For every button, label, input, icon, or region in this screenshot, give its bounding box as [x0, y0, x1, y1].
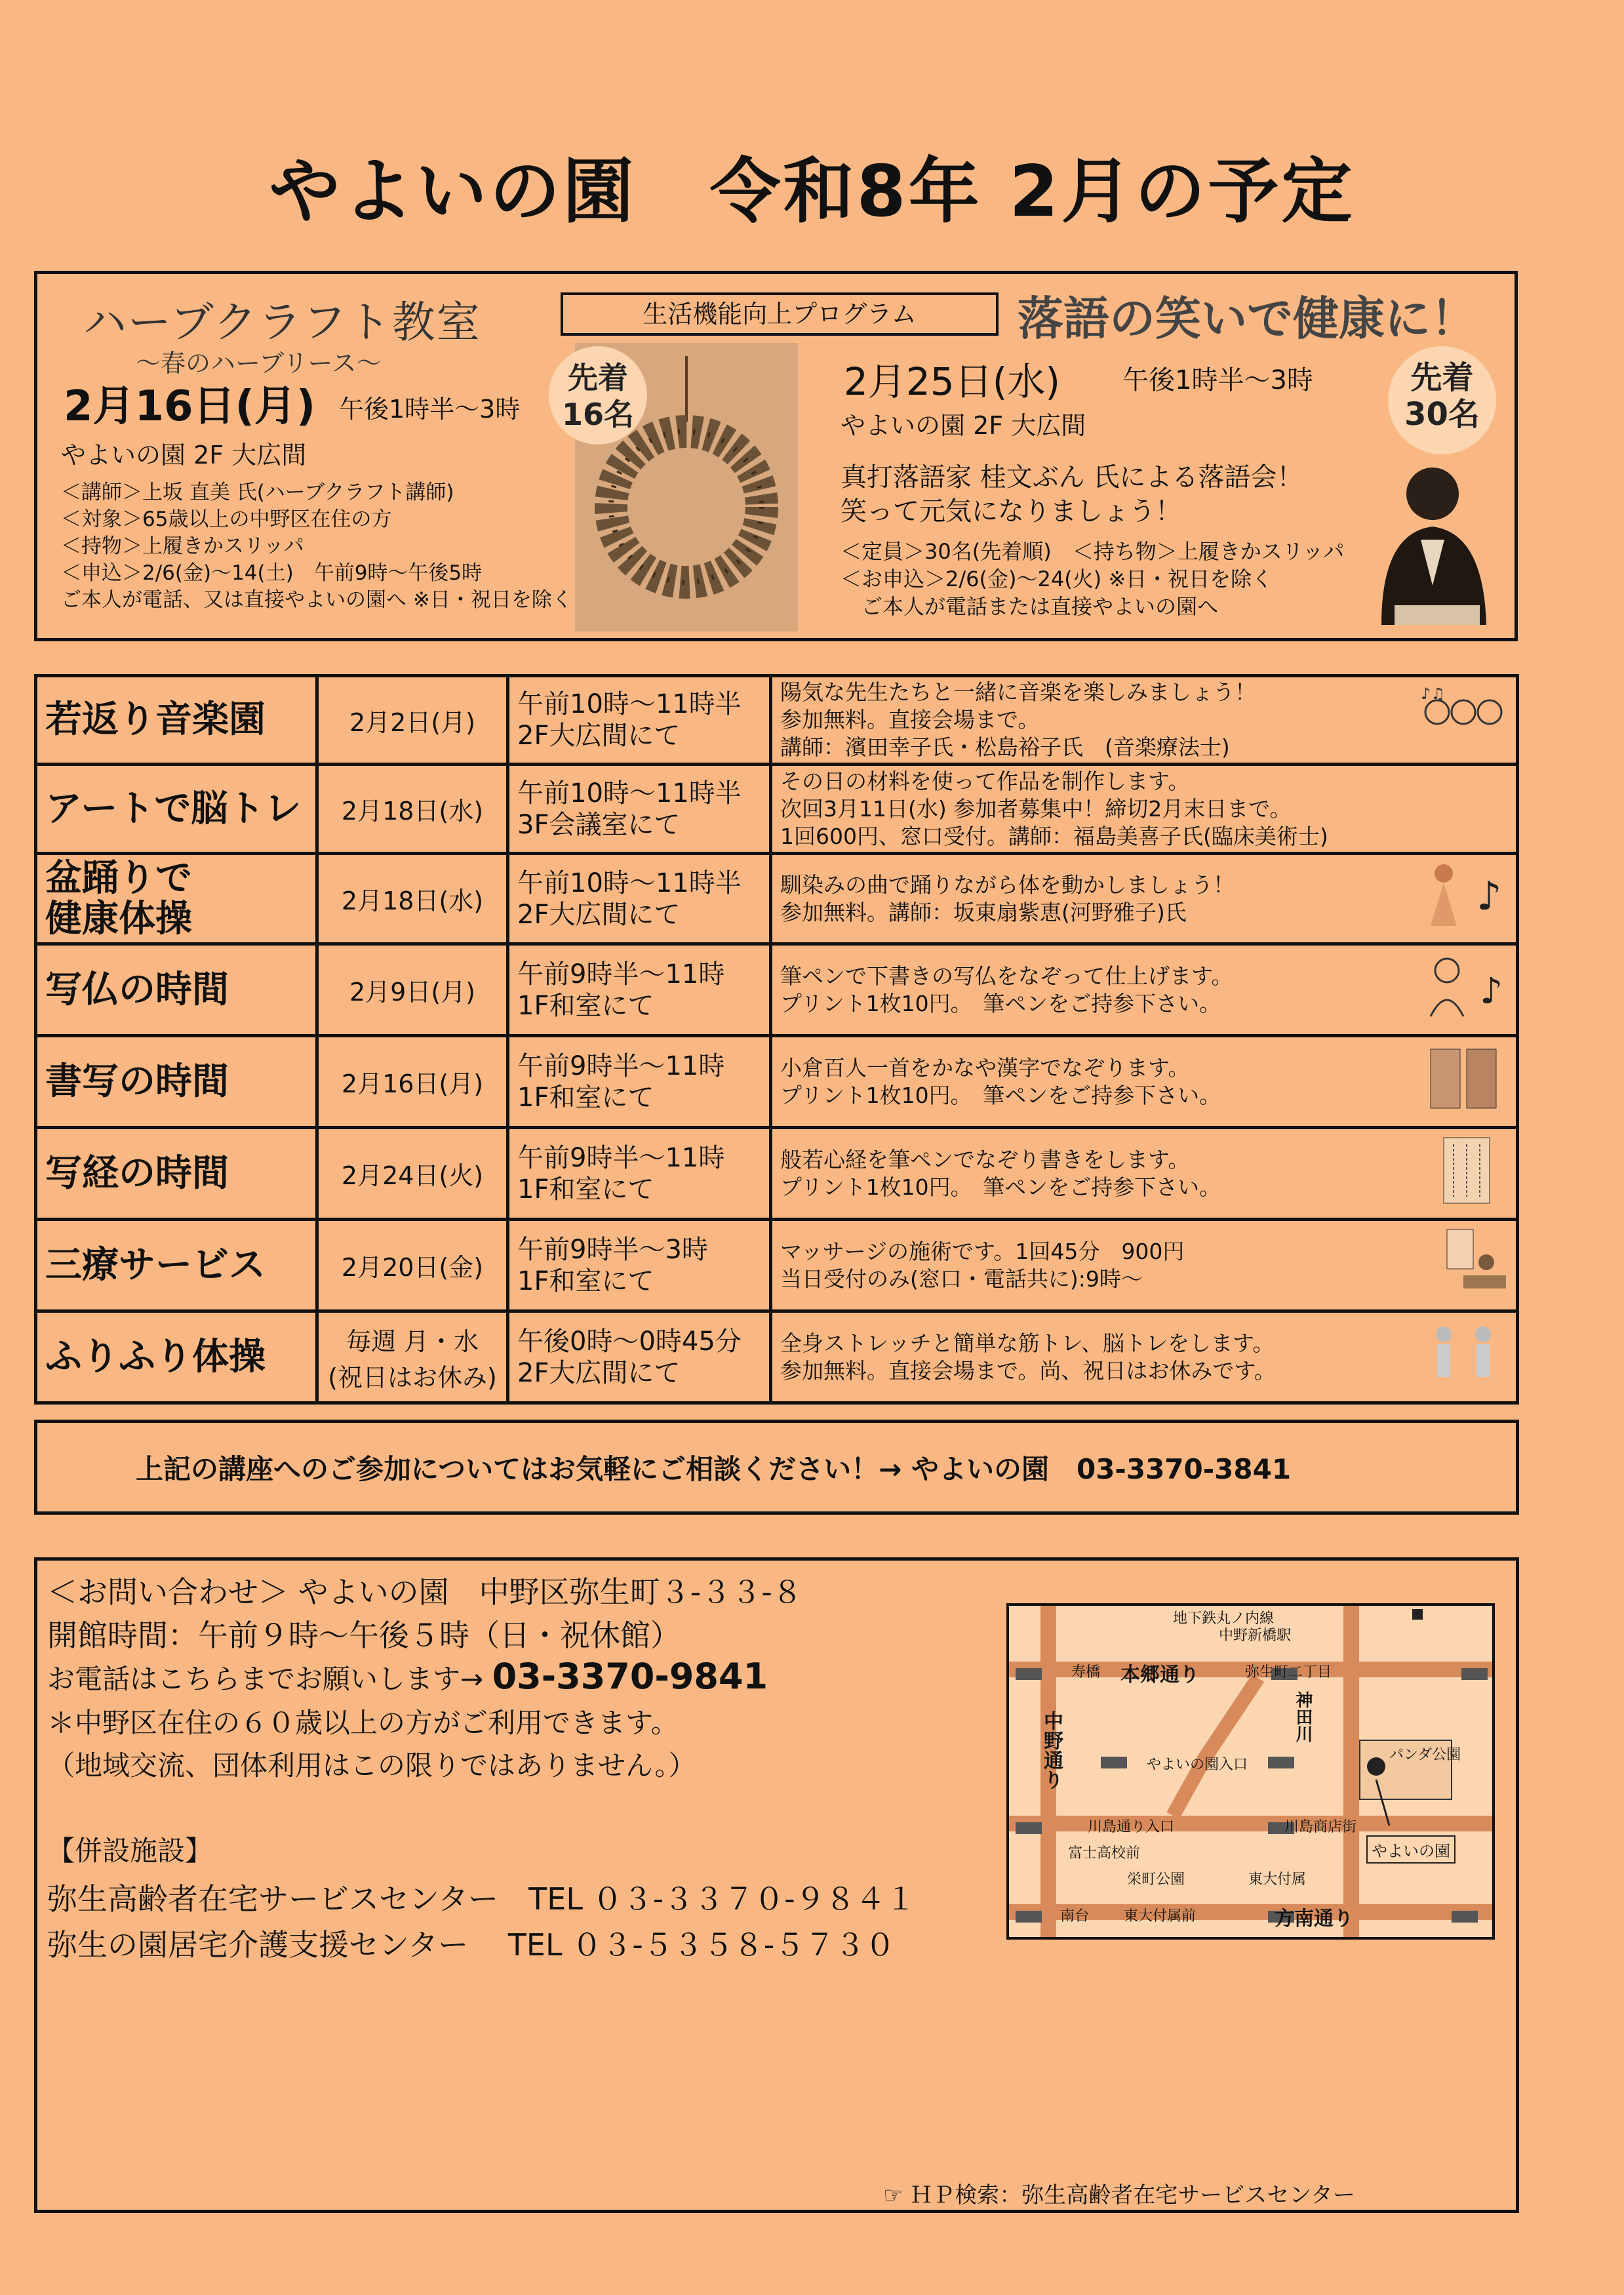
phone-row: [47, 1656, 768, 1697]
rakugo-title: 落語の笑いで健康に！: [1018, 292, 1476, 346]
map-label-yayoi2: 弥生町二丁目: [1245, 1664, 1332, 1681]
map-label-sakae: 栄町公園: [1127, 1871, 1185, 1888]
contact-note: 上記の講座へのご参加についてはお気軽にご相談ください！→ やよいの園 03-3370-3841: [34, 1420, 1519, 1515]
course-date-line: 毎週 月・水: [346, 1327, 479, 1356]
rakugo-note: ご本人が電話または直接やよいの園へ: [841, 594, 1219, 619]
course-time-place: 1F和室にて: [517, 1266, 654, 1296]
herb-note: ご本人が電話、又は直接やよいの園へ ※日・祝日を除く: [61, 588, 572, 612]
map-label-kawashima-ent: 川島通り入口: [1088, 1819, 1175, 1835]
desc-line: プリント1枚10円。 筆ペンをご持参下さい。: [780, 1174, 1221, 1200]
table-row: [36, 854, 1518, 944]
desc-line: 陽気な先生たちと一緒に音楽を楽しみましょう！: [780, 679, 1256, 705]
course-name-line: 盆踊りで: [45, 856, 192, 900]
poet-cards-icon: [1417, 1043, 1509, 1115]
course-time: [508, 944, 771, 1036]
desc-line: 全身ストレッチと簡単な筋トレ、脳トレをします。: [780, 1330, 1275, 1356]
course-name: 書写の時間: [36, 1036, 317, 1128]
map-label-hounan: 方南通り: [1275, 1907, 1353, 1930]
course-description: [771, 676, 1518, 765]
table-row: [36, 1128, 1518, 1220]
hp-search-text: ＨＰ検索：弥生高齢者在宅サービスセンター: [910, 2182, 1355, 2208]
course-description: [771, 765, 1518, 854]
desc-line: 参加無料。直接会場まで。尚、祝日はお休みです。: [780, 1357, 1276, 1384]
eligibility-note: ＊中野区在住の６０歳以上の方がご利用できます。: [47, 1707, 679, 1739]
rakugo-description-2: 笑って元気になりましょう！: [841, 496, 1181, 527]
exception-note: （地域交流、団体利用はこの限りではありません。）: [47, 1749, 696, 1782]
course-name: ふりふり体操: [36, 1311, 317, 1403]
course-name: 三療サービス: [36, 1220, 317, 1311]
map-label-hongo: 本郷通り: [1120, 1664, 1199, 1686]
rakugo-capacity: ＜定員＞30名(先着順) ＜持ち物＞上履きかスリッパ: [841, 539, 1345, 564]
course-date: 2月9日(月): [317, 944, 508, 1036]
course-time-hours: 午前9時半～11時: [517, 1142, 725, 1173]
facility-2: 弥生の園居宅介護支援センター TEL ０３-５３５８-５７３０: [47, 1927, 896, 1963]
phone-number: 03-3370-9841: [492, 1656, 768, 1697]
map-label-todaimae: 東大付属前: [1124, 1908, 1197, 1925]
course-description: [771, 854, 1518, 944]
inquiry-box: [34, 1557, 1519, 2213]
program-label: 生活機能向上プログラム: [561, 292, 999, 336]
map-label-minamidai: 南台: [1060, 1908, 1090, 1925]
course-date: 2月18日(水): [317, 765, 508, 854]
rakugo-application: ＜お申込＞2/6(金)～24(火) ※日・祝日を除く: [841, 567, 1273, 591]
inquiry-heading: ＜お問い合わせ＞ やよいの園 中野区弥生町３-３３-８: [47, 1574, 802, 1610]
course-time-hours: 午前9時半～11時: [517, 959, 725, 989]
course-time-hours: 午前9時半～11時: [517, 1050, 725, 1081]
herb-capacity-badge: [549, 346, 647, 445]
table-row: [36, 1036, 1518, 1128]
rakugo-place: やよいの園 2F 大広間: [841, 411, 1086, 440]
course-time-hours: 午前9時半～3時: [517, 1234, 708, 1265]
course-time-hours: 午後0時～0時45分: [517, 1326, 742, 1357]
course-date: 2月20日(金): [317, 1220, 508, 1311]
course-time-place: 1F和室にて: [517, 990, 654, 1021]
map-station-line: 地下鉄丸ノ内線: [1173, 1610, 1275, 1627]
svg-text:♪: ♪: [1480, 970, 1503, 1012]
course-description: [771, 1220, 1518, 1311]
map-label-todai: 東大付属: [1248, 1871, 1307, 1888]
course-time: [508, 1036, 771, 1128]
desc-line: 筆ペンで下書きの写仏をなぞって仕上げます。: [780, 963, 1233, 989]
desc-line: プリント1枚10円。 筆ペンをご持参下さい。: [780, 1082, 1221, 1108]
rakugo-badge-label: 先着: [1410, 359, 1474, 396]
course-time: [508, 1128, 771, 1220]
table-row: [36, 1311, 1518, 1403]
svg-text:♪♫: ♪♫: [1421, 685, 1445, 703]
massage-icon: [1417, 1226, 1509, 1298]
desc-line: 般若心経を筆ペンでなぞり書きをします。: [780, 1146, 1190, 1172]
desc-line: 参加無料。直接会場まで。: [780, 707, 1040, 732]
desc-line: 馴染みの曲で踊りながら体を動かしましょう！: [780, 871, 1235, 898]
rakugo-performer-icon: [1355, 454, 1506, 631]
course-time: [508, 854, 771, 944]
buddha-drawing-icon: [1417, 951, 1509, 1023]
course-date-line: (祝日はお休み): [328, 1363, 497, 1392]
svg-text:♪: ♪: [1476, 873, 1502, 919]
map-station: 中野新橋駅: [1219, 1627, 1292, 1644]
course-name: 写経の時間: [36, 1128, 317, 1220]
sutra-icon: [1417, 1134, 1509, 1207]
course-time-place: 2F大広間にて: [517, 899, 681, 930]
table-row: [36, 944, 1518, 1036]
map-label-kanda: 神田川: [1293, 1691, 1313, 1742]
course-time: [508, 676, 771, 765]
course-date: 2月24日(火): [317, 1128, 508, 1220]
course-description: [771, 944, 1518, 1036]
table-row: [36, 765, 1518, 854]
desc-line: 1回600円、窓口受付。講師：福島美喜子氏(臨床美術士): [780, 823, 1328, 849]
herb-belongings: ＜持物＞上履きかスリッパ: [61, 534, 304, 558]
desc-line: 次回3月11日(水) 参加者募集中！締切2月末日まで。: [780, 795, 1292, 822]
course-time-place: 2F大広間にて: [517, 721, 681, 751]
desc-line: 参加無料。講師：坂東扇紫恵(河野雅子)氏: [780, 899, 1187, 925]
course-description: [771, 1128, 1518, 1220]
desc-line: 講師：濱田幸子氏・松島裕子氏 (音楽療法士): [780, 734, 1230, 760]
herb-badge-count: 16名: [561, 397, 634, 432]
course-time: [508, 1311, 771, 1403]
course-time-hours: 午前10時～11時半: [517, 689, 742, 719]
rakugo-description: 真打落語家 桂文ぶん 氏による落語会！: [841, 462, 1303, 492]
course-date: [317, 1311, 508, 1403]
singers-icon: [1417, 683, 1509, 755]
course-time-place: 3F会議室にて: [517, 809, 681, 840]
herb-class-date: 2月16日(月): [64, 382, 316, 431]
table-row: [36, 1220, 1518, 1311]
access-map: [1006, 1603, 1495, 1940]
course-name: 若返り音楽園: [36, 676, 317, 765]
course-name: 写仏の時間: [36, 944, 317, 1036]
rakugo-capacity-badge: [1388, 346, 1496, 454]
exercise-icon: [1417, 1318, 1509, 1390]
pointing-hand-icon: ☞: [883, 2182, 903, 2208]
dancer-icon: [1417, 860, 1509, 932]
course-description: [771, 1311, 1518, 1403]
course-time-hours: 午前10時～11時半: [517, 778, 742, 808]
herb-lecturer: ＜講師＞上坂 直美 氏(ハーブクラフト講師): [61, 481, 454, 504]
hp-search: [883, 2177, 1355, 2209]
course-time: [508, 1220, 771, 1311]
course-time-place: 2F大広間にて: [517, 1357, 681, 1388]
table-row: [36, 676, 1518, 765]
desc-line: プリント1枚10円。 筆ペンをご持参下さい。: [780, 990, 1221, 1016]
featured-events-box: [34, 271, 1518, 641]
herb-class-place: やよいの園 2F 大広間: [61, 441, 307, 469]
course-name-line: 健康体操: [45, 897, 192, 940]
course-time-place: 1F和室にて: [517, 1174, 654, 1205]
facility-1: 弥生高齢者在宅サービスセンター TEL ０３-３３７０-９８４１: [47, 1881, 916, 1917]
facilities-heading: 【併設施設】: [47, 1835, 213, 1867]
page-title: やよいの園 令和8年 2月の予定: [269, 151, 1355, 233]
map-label-kawashima-st: 川島商店街: [1284, 1819, 1357, 1835]
map-label-fuji: 富士高校前: [1068, 1845, 1141, 1862]
desc-line: マッサージの施術です。1回45分 900円: [780, 1238, 1185, 1264]
course-date: 2月16日(月): [317, 1036, 508, 1128]
course-time-place: 1F和室にて: [517, 1082, 654, 1113]
desc-line: 当日受付のみ(窓口・電話共に):9時～: [780, 1266, 1143, 1292]
map-label-jubashi: 寿橋: [1071, 1664, 1101, 1681]
course-time: [508, 765, 771, 854]
course-date: 2月2日(月): [317, 676, 508, 765]
course-name: アートで脳トレ: [36, 765, 317, 854]
map-label-nakano: 中野通り: [1040, 1711, 1063, 1789]
herb-class-title: ハーブクラフト教室: [83, 297, 481, 348]
rakugo-badge-count: 30名: [1404, 396, 1480, 433]
desc-line: その日の材料を使って作品を制作します。: [780, 768, 1190, 794]
herb-application: ＜申込＞2/6(金)～14(土) 午前9時～午後5時: [61, 561, 483, 585]
course-name: [36, 854, 317, 944]
map-label-panda: パンダ公園: [1389, 1747, 1461, 1763]
herb-badge-label: 先着: [568, 360, 628, 395]
herb-class-time: 午後1時半～3時: [339, 395, 521, 424]
herb-class-subtitle: ～春のハーブリース～: [136, 349, 382, 378]
rakugo-date: 2月25日(水): [844, 359, 1060, 404]
map-label-yayoi: やよいの園: [1366, 1835, 1456, 1864]
herb-target: ＜対象＞65歳以上の中野区在住の方: [61, 508, 392, 531]
schedule-table: [34, 674, 1519, 1405]
course-date: 2月18日(水): [317, 854, 508, 944]
desc-line: 小倉百人一首をかなや漢字でなぞります。: [780, 1054, 1190, 1081]
map-roads: [1009, 1606, 1495, 1940]
map-label-entrance: やよいの園入口: [1147, 1757, 1248, 1773]
course-description: [771, 1036, 1518, 1128]
phone-label: お電話はこちらまでお願いします→: [47, 1663, 484, 1695]
opening-hours: 開館時間：午前９時～午後５時（日・祝休館）: [47, 1618, 681, 1653]
course-time-hours: 午前10時～11時半: [517, 868, 742, 898]
rakugo-time: 午後1時半～3時: [1122, 365, 1313, 395]
